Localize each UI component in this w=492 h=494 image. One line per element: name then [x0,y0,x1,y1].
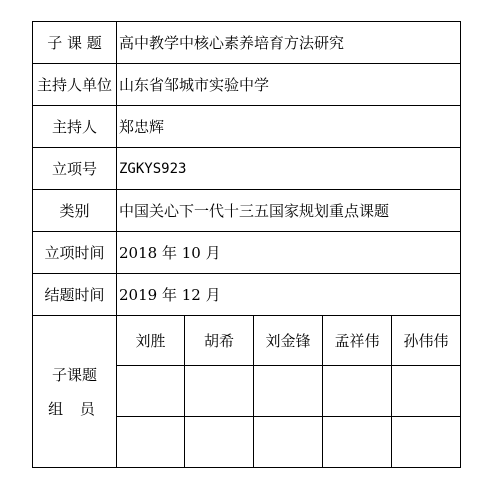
members-label-line2: 组 员 [48,399,101,418]
member-name: 孟祥伟 [323,316,392,366]
row-host [33,106,461,148]
member-name: 胡希 [185,316,254,366]
row-subject [33,22,461,64]
project-info-table [32,21,461,468]
row-host-unit [33,64,461,106]
row-end-time [33,274,461,316]
blank-cell [185,417,254,468]
subject-value: 高中教学中核心素养培育方法研究 [117,22,461,64]
blank-cell [392,366,461,417]
subject-label: 子 课 题 [33,22,117,64]
members-label-line1: 子课题 [51,365,97,384]
member-name: 刘胜 [117,316,185,366]
host-unit-label: 主持人单位 [33,64,117,106]
end-time-value: 2019 年 12 月 [117,274,461,316]
blank-cell [185,366,254,417]
blank-cell [254,417,323,468]
blank-cell [254,366,323,417]
row-project-number [33,148,461,190]
row-start-time [33,232,461,274]
members-label [33,316,117,468]
member-name: 刘金锋 [254,316,323,366]
blank-cell [117,366,185,417]
row-members-names [33,316,461,366]
host-value: 郑忠辉 [117,106,461,148]
blank-cell [117,417,185,468]
start-time-label: 立项时间 [33,232,117,274]
host-unit-value: 山东省邹城市实验中学 [117,64,461,106]
blank-cell [323,366,392,417]
start-time-value: 2018 年 10 月 [117,232,461,274]
project-number-label: 立项号 [33,148,117,190]
row-category [33,190,461,232]
blank-cell [392,417,461,468]
blank-cell [323,417,392,468]
end-time-label: 结题时间 [33,274,117,316]
host-label: 主持人 [33,106,117,148]
member-name: 孙伟伟 [392,316,461,366]
project-info-form [32,21,460,473]
category-value: 中国关心下一代十三五国家规划重点课题 [117,190,461,232]
category-label: 类别 [33,190,117,232]
project-number-value: ZGKYS923 [117,148,461,190]
